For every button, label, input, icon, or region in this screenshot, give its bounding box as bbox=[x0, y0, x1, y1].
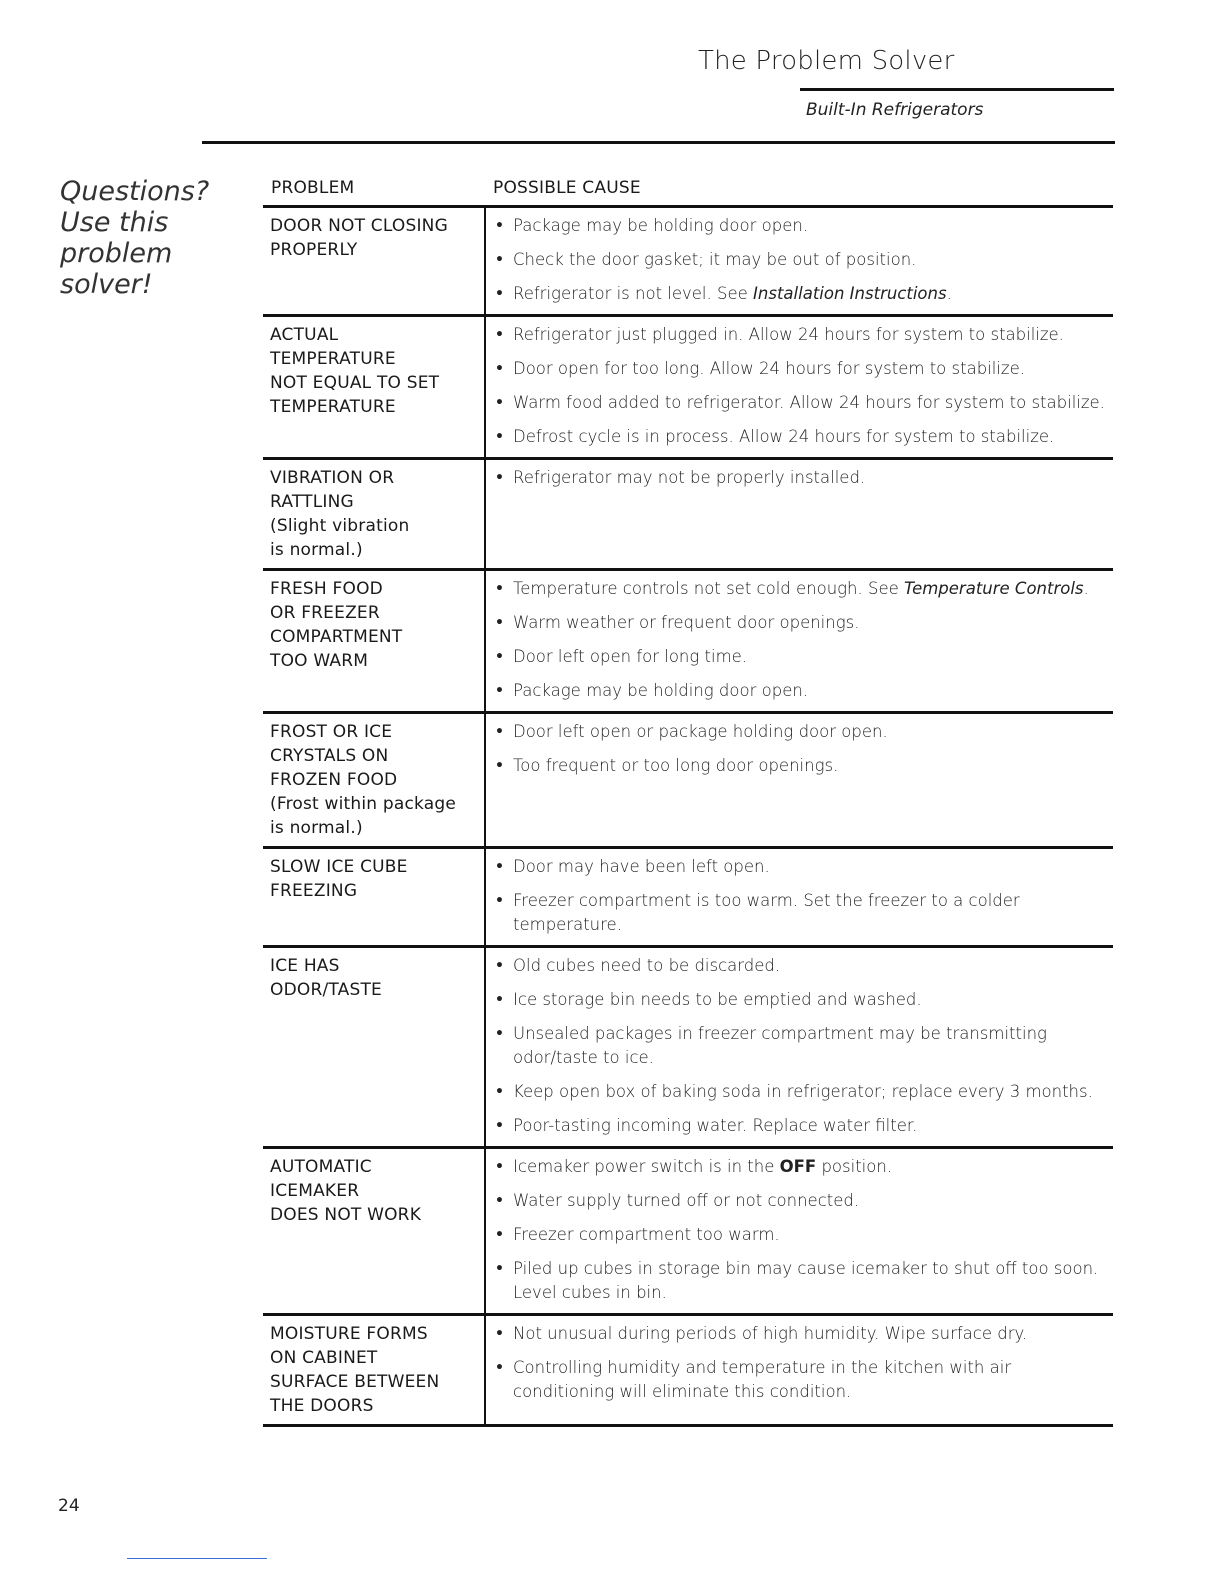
cause-item bbox=[494, 720, 1113, 744]
cause-text: Water supply turned off or not connected. bbox=[513, 1191, 860, 1210]
problem-solver-table bbox=[263, 170, 1113, 1427]
problem-cell bbox=[263, 459, 485, 570]
cause-list bbox=[494, 954, 1113, 1138]
cause-cell bbox=[485, 1315, 1113, 1426]
problem-line: DOOR NOT CLOSING bbox=[270, 216, 448, 236]
bullet-icon: • bbox=[495, 1026, 504, 1042]
bullet-icon: • bbox=[495, 581, 504, 597]
problem-line: VIBRATION OR bbox=[270, 468, 395, 488]
cause-item bbox=[494, 1223, 1113, 1247]
page-title: The Problem Solver bbox=[698, 46, 955, 76]
cause-item bbox=[494, 1022, 1113, 1070]
cause-list bbox=[494, 466, 1113, 490]
cause-item bbox=[494, 214, 1113, 238]
bullet-icon: • bbox=[495, 361, 504, 377]
page-number: 24 bbox=[58, 1496, 80, 1516]
problem-cell bbox=[263, 316, 485, 459]
cause-text: Refrigerator is not level. See bbox=[513, 284, 754, 303]
cause-item bbox=[494, 754, 1113, 778]
bullet-icon: • bbox=[495, 429, 504, 445]
cause-cell bbox=[485, 947, 1113, 1148]
cause-text: Piled up cubes in storage bin may cause icemaker to shut off too soon. Level cubes in bin. bbox=[513, 1259, 1099, 1302]
cause-text-tail: . bbox=[946, 284, 952, 303]
problem-line: ON CABINET bbox=[270, 1348, 378, 1368]
cause-cell bbox=[485, 713, 1113, 848]
cause-text: Not unusual during periods of high humidity. Wipe surface dry. bbox=[513, 1324, 1028, 1343]
cause-cell bbox=[485, 1148, 1113, 1315]
sidebar-line: Use this bbox=[60, 207, 169, 238]
header-rule bbox=[202, 141, 1115, 144]
cause-text-tail: position. bbox=[816, 1157, 893, 1176]
table-row bbox=[263, 713, 1113, 848]
bullet-icon: • bbox=[495, 252, 504, 268]
problem-line: FROZEN FOOD bbox=[270, 770, 398, 790]
cause-text: Door left open for long time. bbox=[513, 647, 748, 666]
cause-text: Poor-tasting incoming water. Replace water filter. bbox=[513, 1116, 918, 1135]
cause-list bbox=[494, 214, 1113, 306]
bullet-icon: • bbox=[495, 859, 504, 875]
cause-item bbox=[494, 855, 1113, 879]
bullet-icon: • bbox=[495, 992, 504, 1008]
problem-line: ODOR/TASTE bbox=[270, 980, 383, 1000]
bullet-icon: • bbox=[495, 1118, 504, 1134]
bullet-icon: • bbox=[495, 683, 504, 699]
cause-text: Unsealed packages in freezer compartment may be transmitting odor/taste to ice. bbox=[513, 1024, 1047, 1067]
bullet-icon: • bbox=[495, 893, 504, 909]
problem-line: is normal.) bbox=[270, 540, 363, 560]
cause-item bbox=[494, 954, 1113, 978]
bullet-icon: • bbox=[495, 1159, 504, 1175]
cause-cell bbox=[485, 207, 1113, 316]
cause-text: Old cubes need to be discarded. bbox=[513, 956, 781, 975]
bullet-icon: • bbox=[495, 218, 504, 234]
column-header-problem: PROBLEM bbox=[263, 170, 485, 207]
problem-cell bbox=[263, 570, 485, 713]
problem-line: TEMPERATURE bbox=[270, 397, 396, 417]
title-rule bbox=[800, 88, 1114, 91]
cause-text-tail: . bbox=[1083, 579, 1089, 598]
cause-item bbox=[494, 323, 1113, 347]
problem-line: FROST OR ICE bbox=[270, 722, 393, 742]
problem-line: AUTOMATIC bbox=[270, 1157, 372, 1177]
cause-item bbox=[494, 1189, 1113, 1213]
problem-line: THE DOORS bbox=[270, 1396, 374, 1416]
footer-link-rule bbox=[127, 1558, 267, 1559]
problem-line: RATTLING bbox=[270, 492, 354, 512]
problem-line: FREEZING bbox=[270, 881, 358, 901]
problem-line: NOT EQUAL TO SET bbox=[270, 373, 440, 393]
bullet-icon: • bbox=[495, 1193, 504, 1209]
bullet-icon: • bbox=[495, 1227, 504, 1243]
problem-cell bbox=[263, 713, 485, 848]
sidebar-question bbox=[60, 176, 240, 300]
cause-list bbox=[494, 720, 1113, 778]
problem-cell bbox=[263, 848, 485, 947]
cause-item bbox=[494, 282, 1113, 306]
cause-text: Ice storage bin needs to be emptied and washed. bbox=[513, 990, 922, 1009]
problem-line: SLOW ICE CUBE bbox=[270, 857, 408, 877]
cause-item bbox=[494, 611, 1113, 635]
cause-item bbox=[494, 1080, 1113, 1104]
table-header-row bbox=[263, 170, 1113, 207]
cause-text: Warm weather or frequent door openings. bbox=[513, 613, 860, 632]
cause-item bbox=[494, 248, 1113, 272]
cause-item bbox=[494, 1155, 1113, 1179]
cause-text: Package may be holding door open. bbox=[513, 681, 809, 700]
table-row bbox=[263, 1315, 1113, 1426]
cause-list bbox=[494, 577, 1113, 703]
cause-reference: Temperature Controls bbox=[904, 579, 1084, 598]
cause-item bbox=[494, 391, 1113, 415]
problem-line: FRESH FOOD bbox=[270, 579, 383, 599]
sidebar-line: solver! bbox=[60, 269, 153, 300]
problem-line: MOISTURE FORMS bbox=[270, 1324, 428, 1344]
problem-line: ACTUAL bbox=[270, 325, 339, 345]
cause-text: Freezer compartment is too warm. Set the freezer to a colder temperature. bbox=[513, 891, 1020, 934]
cause-text: Door left open or package holding door open. bbox=[513, 722, 888, 741]
cause-emphasis: OFF bbox=[779, 1157, 817, 1176]
bullet-icon: • bbox=[495, 286, 504, 302]
problem-line: PROPERLY bbox=[270, 240, 358, 260]
table-row bbox=[263, 316, 1113, 459]
problem-line: SURFACE BETWEEN bbox=[270, 1372, 440, 1392]
problem-line: CRYSTALS ON bbox=[270, 746, 389, 766]
bullet-icon: • bbox=[495, 327, 504, 343]
sidebar-line: problem bbox=[60, 238, 173, 269]
table-body bbox=[263, 207, 1113, 1426]
cause-text: Icemaker power switch is in the bbox=[513, 1157, 780, 1176]
problem-cell bbox=[263, 947, 485, 1148]
cause-list bbox=[494, 323, 1113, 449]
cause-text: Keep open box of baking soda in refrigerator; replace every 3 months. bbox=[513, 1082, 1093, 1101]
bullet-icon: • bbox=[495, 615, 504, 631]
cause-list bbox=[494, 855, 1113, 937]
problem-line: (Slight vibration bbox=[270, 516, 410, 536]
cause-text: Check the door gasket; it may be out of position. bbox=[513, 250, 917, 269]
cause-cell bbox=[485, 459, 1113, 570]
cause-list bbox=[494, 1155, 1113, 1305]
bullet-icon: • bbox=[495, 1360, 504, 1376]
cause-text: Door may have been left open. bbox=[513, 857, 770, 876]
cause-item bbox=[494, 1114, 1113, 1138]
problem-line: TOO WARM bbox=[270, 651, 369, 671]
cause-text: Defrost cycle is in process. Allow 24 hours for system to stabilize. bbox=[513, 427, 1055, 446]
cause-text: Too frequent or too long door openings. bbox=[513, 756, 839, 775]
problem-line: DOES NOT WORK bbox=[270, 1205, 422, 1225]
problem-line: is normal.) bbox=[270, 818, 363, 838]
bullet-icon: • bbox=[495, 758, 504, 774]
problem-line: ICE HAS bbox=[270, 956, 340, 976]
problem-cell bbox=[263, 1148, 485, 1315]
cause-list bbox=[494, 1322, 1113, 1404]
bullet-icon: • bbox=[495, 395, 504, 411]
problem-line: ICEMAKER bbox=[270, 1181, 360, 1201]
bullet-icon: • bbox=[495, 724, 504, 740]
problem-cell bbox=[263, 207, 485, 316]
table-row bbox=[263, 947, 1113, 1148]
problem-cell bbox=[263, 1315, 485, 1426]
cause-cell bbox=[485, 316, 1113, 459]
bullet-icon: • bbox=[495, 1326, 504, 1342]
cause-item bbox=[494, 645, 1113, 669]
cause-text: Temperature controls not set cold enough. See bbox=[513, 579, 905, 598]
problem-line: COMPARTMENT bbox=[270, 627, 403, 647]
cause-text: Warm food added to refrigerator. Allow 24 hours for system to stabilize. bbox=[513, 393, 1105, 412]
cause-text: Door open for too long. Allow 24 hours for system to stabilize. bbox=[513, 359, 1025, 378]
cause-item bbox=[494, 466, 1113, 490]
cause-text: Package may be holding door open. bbox=[513, 216, 809, 235]
table-row bbox=[263, 459, 1113, 570]
page-subtitle: Built-In Refrigerators bbox=[806, 100, 984, 120]
cause-item bbox=[494, 1257, 1113, 1305]
cause-item bbox=[494, 357, 1113, 381]
cause-item bbox=[494, 988, 1113, 1012]
bullet-icon: • bbox=[495, 470, 504, 486]
bullet-icon: • bbox=[495, 649, 504, 665]
cause-item bbox=[494, 679, 1113, 703]
problem-line: (Frost within package bbox=[270, 794, 457, 814]
problem-line: TEMPERATURE bbox=[270, 349, 396, 369]
sidebar-line: Questions? bbox=[60, 176, 210, 207]
cause-item bbox=[494, 425, 1113, 449]
cause-item bbox=[494, 1322, 1113, 1346]
bullet-icon: • bbox=[495, 1261, 504, 1277]
cause-cell bbox=[485, 570, 1113, 713]
cause-item bbox=[494, 1356, 1113, 1404]
table-row bbox=[263, 1148, 1113, 1315]
table-row bbox=[263, 207, 1113, 316]
bullet-icon: • bbox=[495, 1084, 504, 1100]
problem-line: OR FREEZER bbox=[270, 603, 380, 623]
cause-text: Controlling humidity and temperature in the kitchen with air conditioning will eliminate this condition. bbox=[513, 1358, 1012, 1401]
cause-cell bbox=[485, 848, 1113, 947]
cause-text: Refrigerator may not be properly installed. bbox=[513, 468, 866, 487]
column-header-cause: POSSIBLE CAUSE bbox=[485, 170, 1113, 207]
cause-text: Freezer compartment too warm. bbox=[513, 1225, 780, 1244]
cause-text: Refrigerator just plugged in. Allow 24 hours for system to stabilize. bbox=[513, 325, 1064, 344]
cause-item bbox=[494, 889, 1113, 937]
cause-item bbox=[494, 577, 1113, 601]
bullet-icon: • bbox=[495, 958, 504, 974]
cause-reference: Installation Instructions bbox=[753, 284, 947, 303]
table-row bbox=[263, 848, 1113, 947]
table-row bbox=[263, 570, 1113, 713]
